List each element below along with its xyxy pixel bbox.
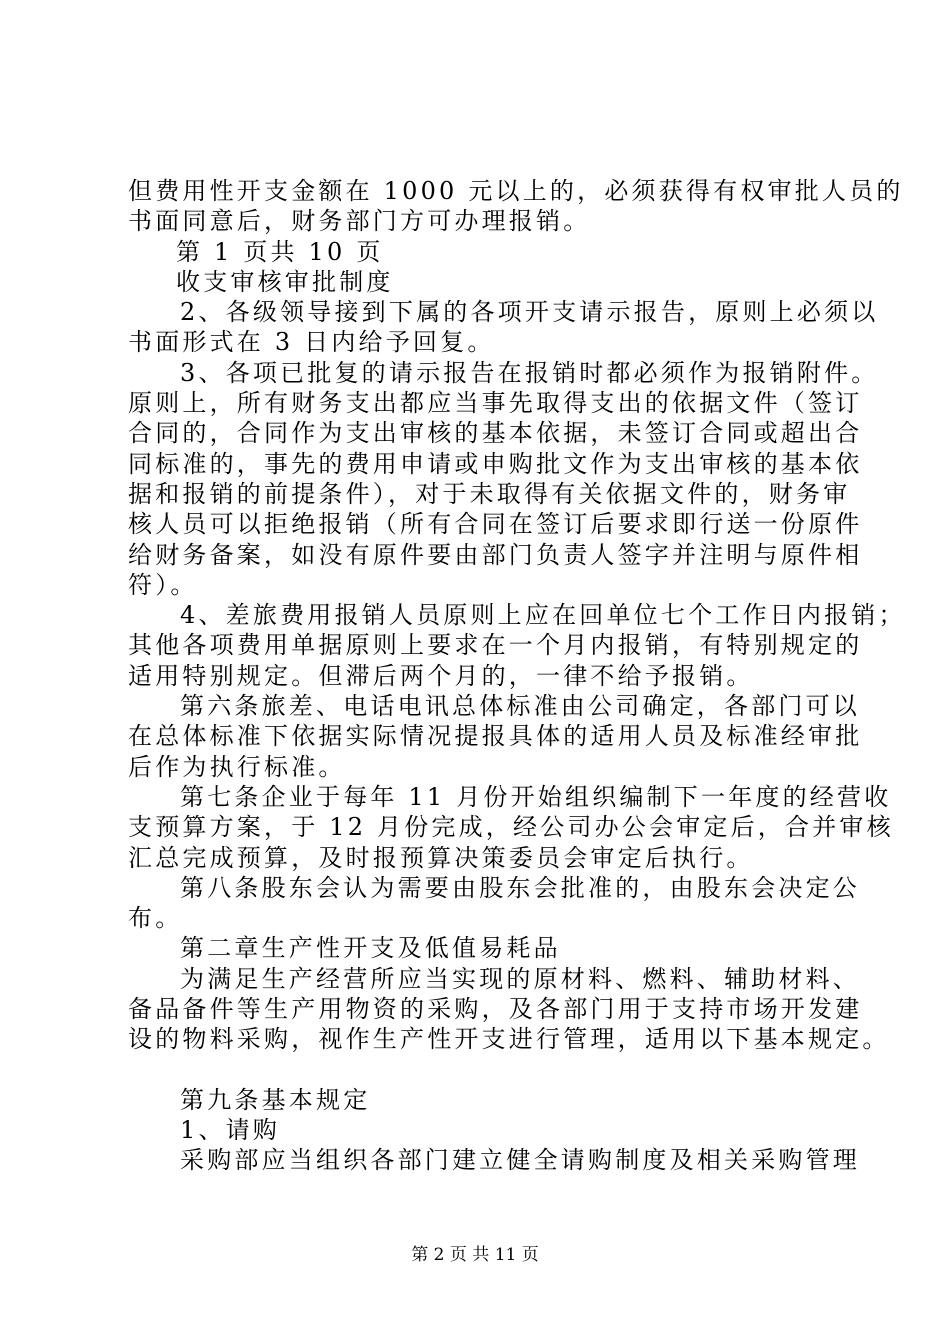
text-line: 书面同意后，财务部门方可办理报销。 bbox=[128, 207, 591, 236]
section-heading: 收支审核审批制度 bbox=[176, 267, 394, 296]
page-footer: 第 2 页 共 11 页 bbox=[411, 1245, 539, 1265]
text-line: 原则上，所有财务支出都应当事先取得支出的依据文件（签订 bbox=[128, 389, 863, 418]
text-line: 汇总完成预算，及时报预算决策委员会审定后执行。 bbox=[128, 843, 754, 872]
text-line: 3、各项已批复的请示报告在报销时都必须作为报销附件。 bbox=[180, 358, 879, 387]
document-body bbox=[128, 176, 906, 1176]
text-line: 书面形式在 3 日内给予回复。 bbox=[128, 328, 495, 357]
text-line: 核人员可以拒绝报销（所有合同在签订后要求即行送一份原件 bbox=[128, 510, 863, 539]
paragraph-gap bbox=[128, 1055, 848, 1085]
text-line: 布。 bbox=[128, 904, 183, 933]
text-line: 2、各级领导接到下属的各项开支请示报告，原则上必须以 bbox=[180, 298, 879, 327]
text-line: 备品备件等生产用物资的采购，及各部门用于支持市场开发建 bbox=[128, 995, 863, 1024]
text-line: 为满足生产经营所应当实现的原材料、燃料、辅助材料、 bbox=[180, 964, 860, 993]
page-counter-text: 第 1 页共 10 页 bbox=[176, 237, 384, 266]
text-line: 但费用性开支金额在 1000 元以上的，必须获得有权审批人员的 bbox=[128, 177, 904, 205]
text-line: 支预算方案，于 12 月份完成，经公司办公会审定后，合并审核 bbox=[128, 813, 894, 842]
text-line: 设的物料采购，视作生产性开支进行管理，适用以下基本规定。 bbox=[128, 1025, 890, 1054]
chapter-heading: 第二章生产性开支及低值易耗品 bbox=[180, 934, 561, 963]
text-line: 适用特别规定。但滞后两个月的，一律不给予报销。 bbox=[128, 661, 754, 690]
text-line: 给财务备案，如没有原件要由部门负责人签字并注明与原件相 bbox=[128, 540, 863, 569]
text-line: 据和报销的前提条件），对于未取得有关依据文件的，财务审 bbox=[128, 479, 851, 508]
text-line: 4、差旅费用报销人员原则上应在回单位七个工作日内报销； bbox=[180, 601, 906, 630]
text-line: 符）。 bbox=[128, 570, 198, 599]
article-heading: 第七条企业于每年 11 月份开始组织编制下一年度的经营收 bbox=[180, 782, 892, 811]
article-heading: 第八条股东会认为需要由股东会批准的，由股东会决定公 bbox=[180, 873, 860, 902]
text-line: 同标准的，事先的费用申请或申购批文作为支出审核的基本依 bbox=[128, 449, 863, 478]
article-heading: 第九条基本规定 bbox=[180, 1085, 371, 1114]
text-line: 在总体标准下依据实际情况提报具体的适用人员及标准经审批 bbox=[128, 722, 863, 751]
text-line: 其他各项费用单据原则上要求在一个月内报销，有特别规定的 bbox=[128, 631, 863, 660]
text-line: 采购部应当组织各部门建立健全请购制度及相关采购管理 bbox=[180, 1146, 860, 1175]
text-line: 合同的，合同作为支出审核的基本依据，未签订合同或超出合 bbox=[128, 419, 863, 448]
text-line: 后作为执行标准。 bbox=[128, 752, 346, 781]
subheading: 1、请购 bbox=[180, 1115, 281, 1144]
article-heading: 第六条旅差、电话电讯总体标准由公司确定，各部门可以 bbox=[180, 692, 860, 721]
